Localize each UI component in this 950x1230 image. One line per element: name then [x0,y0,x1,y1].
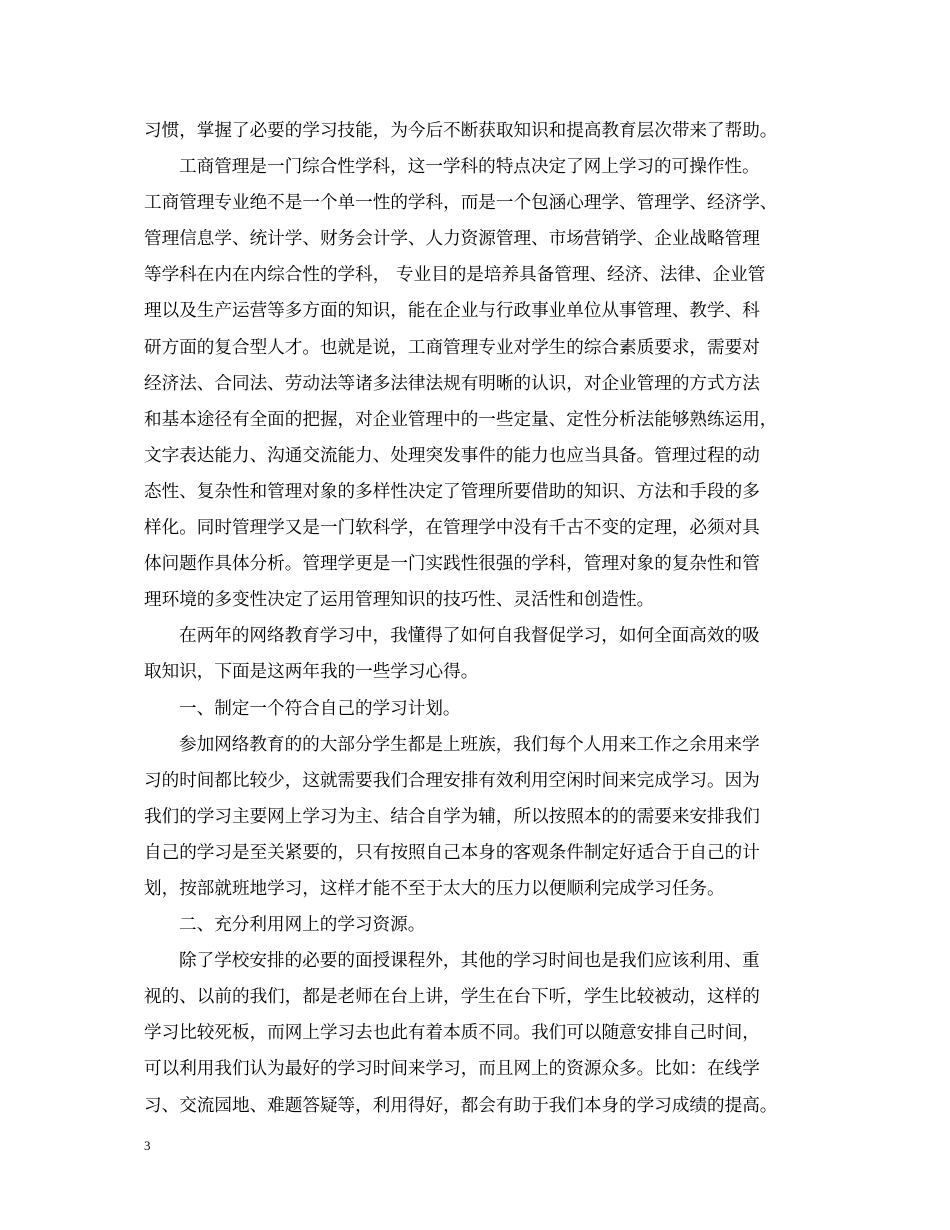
text-line: 自己的学习是至关紧要的，只有按照自己本身的客观条件制定好适合于自己的计 [144,842,760,863]
text-line: 文字表达能力、沟通交流能力、处理突发事件的能力也应当具备。管理过程的动 [144,445,760,466]
paragraph-start-line: 除了学校安排的必要的面授课程外，其他的学习时间也是我们应该利用、重 [179,951,760,972]
text-line: 管理信息学、统计学、财务会计学、人力资源管理、市场营销学、企业战略管理 [144,229,760,250]
text-line: 视的、以前的我们，都是老师在台上讲，学生在台下听，学生比较被动，这样的 [144,987,760,1008]
text-line: 等学科在内在内综合性的学科， 专业目的是培养具备管理、经济、法律、企业管 [144,265,766,286]
text-line: 我们的学习主要网上学习为主、结合自学为辅，所以按照本的的需要来安排我们 [144,806,760,827]
page-number: 3 [144,1138,151,1153]
body-text [144,113,834,1124]
paragraph-start-line: 参加网络教育的的大部分学生都是上班族，我们每个人用来工作之余用来学 [179,734,760,755]
text-line: 理环境的多变性决定了运用管理知识的技巧性、灵活性和创造性。 [144,590,655,611]
text-line: 理以及生产运营等多方面的知识，能在企业与行政事业单位从事管理、教学、科 [144,301,760,322]
text-line: 学习比较死板，而网上学习去也此有着本质不同。我们可以随意安排自己时间， [144,1023,760,1044]
text-line: 习的时间都比较少，这就需要我们合理安排有效利用空闲时间来完成学习。因为 [144,770,760,791]
text-line: 划，按部就班地学习，这样才能不至于太大的压力以便顺利完成学习任务。 [144,878,725,899]
text-line: 经济法、合同法、劳动法等诸多法律法规有明晰的认识，对企业管理的方式方法 [144,373,760,394]
text-line: 样化。同时管理学又是一门软科学，在管理学中没有千古不变的定理，必须对具 [144,518,760,539]
section-heading: 二、充分利用网上的学习资源。 [179,915,426,936]
text-line: 习惯，掌握了必要的学习技能，为今后不断获取知识和提高教育层次带来了帮助。 [144,121,778,141]
text-line: 和基本途径有全面的把握，对企业管理中的一些定量、定性分析法能够熟练运用， [144,409,778,430]
paragraph-start-line: 工商管理是一门综合性学科，这一学科的特点决定了网上学习的可操作性。 [179,157,760,178]
text-line: 工商管理专业绝不是一个单一性的学科，而是一个包涵心理学、管理学、经济学、 [144,193,778,214]
section-heading: 一、制定一个符合自己的学习计划。 [179,698,461,719]
text-line: 习、交流园地、难题答疑等，利用得好，都会有助于我们本身的学习成绩的提高。 [144,1095,778,1116]
text-line: 可以利用我们认为最好的学习时间来学习，而且网上的资源众多。比如：在线学 [144,1059,760,1080]
text-line: 研方面的复合型人才。也就是说，工商管理专业对学生的综合素质要求，需要对 [144,337,760,358]
paragraph-start-line: 在两年的网络教育学习中，我懂得了如何自我督促学习，如何全面高效的吸 [179,626,760,647]
text-line: 体问题作具体分析。管理学更是一门实践性很强的学科，管理对象的复杂性和管 [144,554,760,575]
text-line: 态性、复杂性和管理对象的多样性决定了管理所要借助的知识、方法和手段的多 [144,481,760,502]
text-line: 取知识，下面是这两年我的一些学习心得。 [144,662,479,683]
